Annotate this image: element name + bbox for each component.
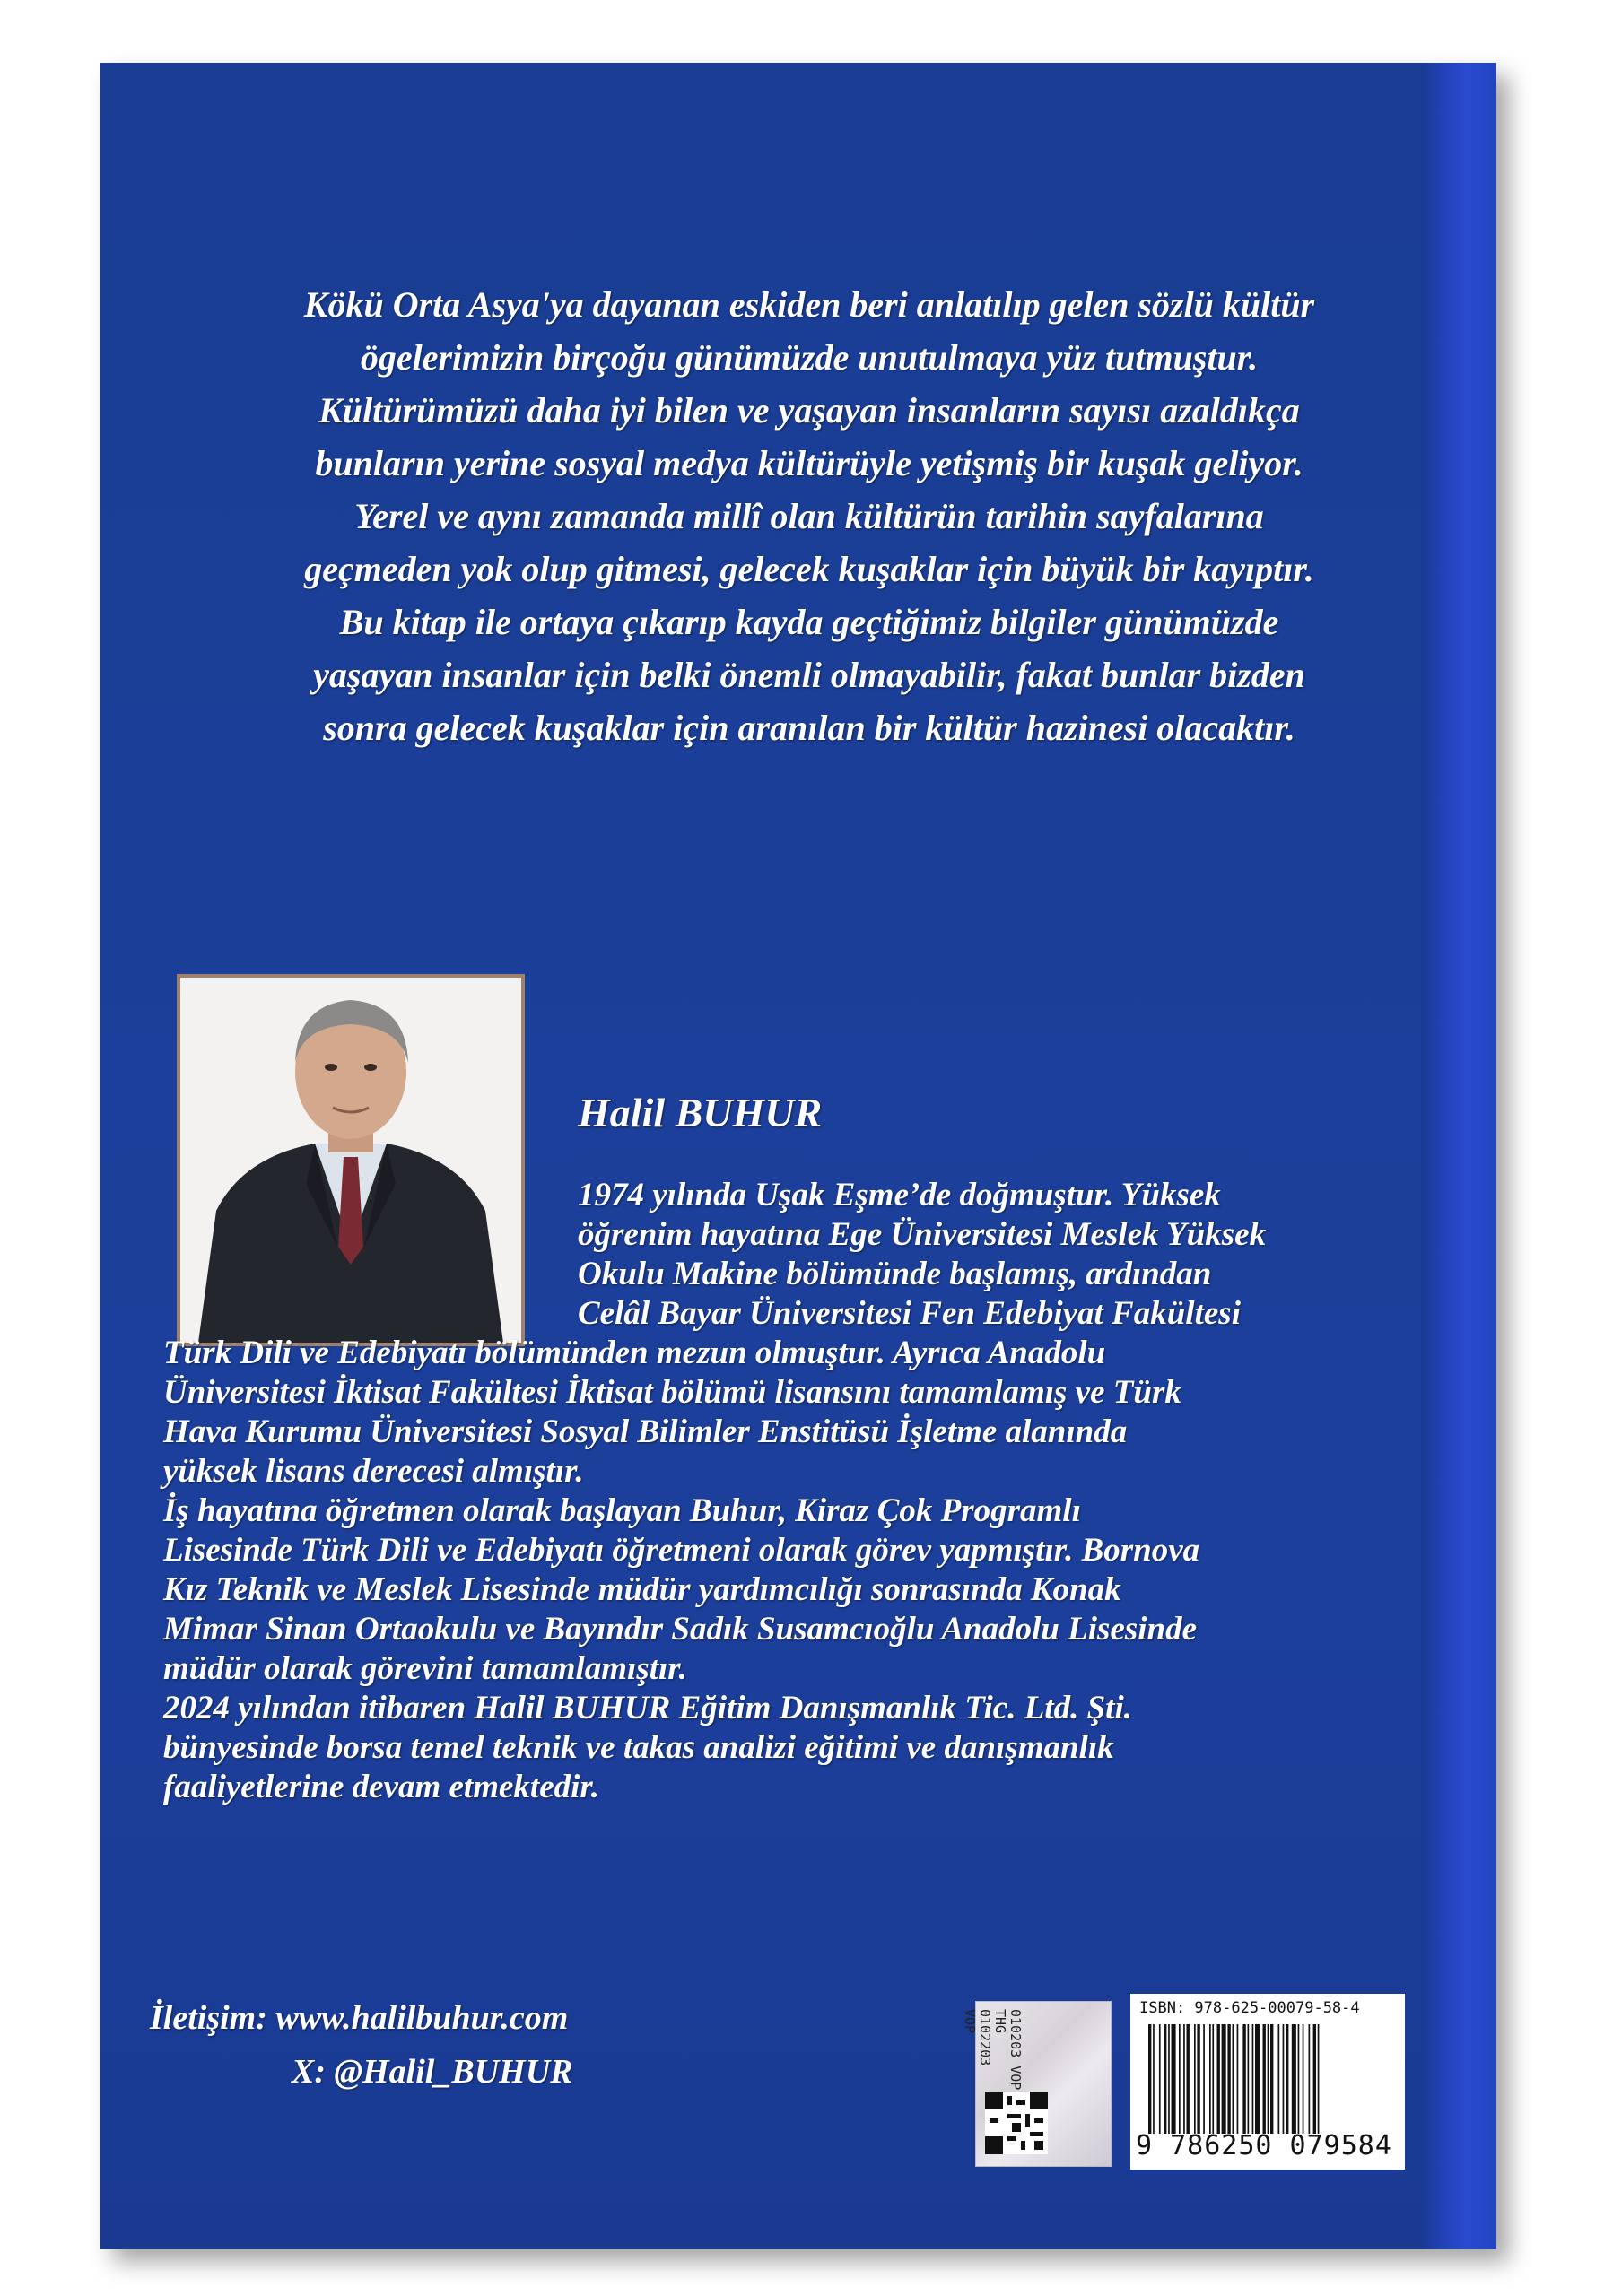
isbn-barcode: [1130, 1994, 1405, 2170]
bio-line: 1974 yılında Uşak Eşme’de doğmuştur. Yüksek: [578, 1177, 1221, 1213]
barcode-bar: [1252, 2024, 1254, 2134]
barcode-bar: [1194, 2024, 1196, 2134]
bio-line: yüksek lisans derecesi almıştır.: [163, 1453, 584, 1490]
sticker-code-line: VOP: [962, 2009, 978, 2034]
barcode-bar: [1164, 2024, 1166, 2134]
qr-code-icon: [985, 2092, 1048, 2154]
book-back-cover: [100, 63, 1496, 2249]
bio-line: öğrenim hayatına Ege Üniversitesi Meslek Yüksek: [578, 1216, 1267, 1253]
bio-line: müdür olarak görevini tamamlamıştır.: [163, 1650, 687, 1687]
barcode-bar: [1203, 2024, 1205, 2134]
barcode-bar: [1309, 2024, 1311, 2134]
blurb-line: sonra gelecek kuşaklar için aranılan bir kültür hazinesi olacaktır.: [323, 708, 1295, 748]
barcode-bar: [1172, 2024, 1176, 2134]
blurb-line: geçmeden yok olup gitmesi, gelecek kuşaklar için büyük bir kayıptır.: [304, 549, 1314, 589]
barcode-bar: [1159, 2024, 1161, 2134]
blurb-line: yaşayan insanlar için belki önemli olmayabilir, fakat bunlar bizden: [313, 655, 1305, 695]
barcode-bar: [1292, 2024, 1296, 2134]
barcode-bar: [1212, 2024, 1214, 2134]
barcode-bar: [1227, 2024, 1230, 2134]
barcode-bar: [1217, 2024, 1220, 2134]
barcode-digits: 9 786250 079584: [1136, 2130, 1392, 2161]
barcode-bar: [1197, 2024, 1199, 2134]
contact-x-handle: X: @Halil_BUHUR: [292, 2053, 573, 2091]
blurb-line: Kültürümüzü daha iyi bilen ve yaşayan insanların sayısı azaldıkça: [318, 390, 1300, 430]
barcode-bar: [1209, 2024, 1211, 2134]
author-photo: [177, 974, 525, 1346]
barcode-bar: [1255, 2024, 1260, 2134]
blurb-line: bunların yerine sosyal medya kültürüyle yetişmiş bir kuşak geliyor.: [315, 443, 1303, 483]
barcode-bar: [1313, 2024, 1316, 2134]
barcode-bar: [1148, 2024, 1151, 2134]
barcode-bar: [1303, 2024, 1304, 2134]
blurb-line: Kökü Orta Asya'ya dayanan eskiden beri anlatılıp gelen sözlü kültür: [303, 284, 1315, 325]
bio-line: Lisesinde Türk Dili ve Edebiyatı öğretmeni olarak görev yapmıştır. Bornova: [163, 1532, 1200, 1569]
sticker-code-line: 010203 VOP: [1007, 2009, 1024, 2091]
bio-line: Hava Kurumu Üniversitesi Sosyal Bilimler Enstitüsü İşletme alanında: [163, 1413, 1128, 1450]
bio-line: Celâl Bayar Üniversitesi Fen Edebiyat Fakültesi: [578, 1295, 1241, 1332]
bio-line: bünyesinde borsa temel teknik ve takas analizi eğitimi ve danışmanlık: [163, 1729, 1114, 1766]
bio-line: faaliyetlerine devam etmektedir.: [163, 1769, 600, 1805]
bio-line: Okulu Makine bölümünde başlamış, ardından: [578, 1256, 1212, 1292]
author-portrait-image: [180, 978, 521, 1343]
barcode-bar: [1283, 2024, 1285, 2134]
barcode-bar: [1318, 2024, 1320, 2134]
barcode-bar: [1263, 2024, 1266, 2134]
bio-line: Üniversitesi İktisat Fakültesi İktisat bölümü lisansını tamamlamış ve Türk: [163, 1374, 1181, 1411]
barcode-bar: [1270, 2024, 1273, 2134]
sticker-code-line: THG: [992, 2009, 1008, 2034]
sticker-code-line: 0102203: [977, 2009, 993, 2066]
bio-line: İş hayatına öğretmen olarak başlayan Buhur, Kiraz Çok Programlı: [163, 1492, 1081, 1529]
barcode-bar: [1179, 2024, 1181, 2134]
blurb-line: Yerel ve aynı zamanda millî olan kültürün tarihin sayfalarına: [354, 496, 1264, 536]
bio-line: Mimar Sinan Ortaokulu ve Bayındır Sadık Susamcıoğlu Anadolu Lisesinde: [163, 1611, 1198, 1648]
barcode-bar: [1286, 2024, 1288, 2134]
barcode-bar: [1237, 2024, 1239, 2134]
contact-website: İletişim: www.halilbuhur.com: [150, 1999, 569, 2037]
barcode-bar: [1168, 2024, 1170, 2134]
barcode-bar: [1233, 2024, 1234, 2134]
barcode-bar: [1298, 2024, 1300, 2134]
isbn-label: ISBN: 978-625-00079-58-4: [1139, 1999, 1360, 2017]
barcode-bar: [1222, 2024, 1226, 2134]
barcode-bars: [1148, 2024, 1391, 2134]
hologram-sticker: [962, 2001, 1112, 2167]
blurb-line: Bu kitap ile ortaya çıkarıp kayda geçtiğimiz bilgiler günümüzde: [339, 602, 1279, 642]
barcode-bar: [1248, 2024, 1250, 2134]
barcode-bar: [1268, 2024, 1269, 2134]
bio-line: Türk Dili ve Edebiyatı bölümünden mezun olmuştur. Ayrıca Anadolu: [163, 1335, 1106, 1371]
barcode-bar: [1278, 2024, 1280, 2134]
blurb-line: ögelerimizin birçoğu günümüzde unutulmaya yüz tutmuştur.: [360, 337, 1259, 378]
barcode-bar: [1153, 2024, 1155, 2134]
author-name: Halil BUHUR: [578, 1090, 823, 1135]
barcode-bar: [1183, 2024, 1185, 2134]
barcode-bar: [1187, 2024, 1190, 2134]
blurb-text: [163, 278, 1455, 754]
barcode-bar: [1242, 2024, 1245, 2134]
bio-line: 2024 yılından itibaren Halil BUHUR Eğitim Danışmanlık Tic. Ltd. Şti.: [163, 1690, 1132, 1726]
bio-line: Kız Teknik ve Meslek Lisesinde müdür yardımcılığı sonrasında Konak: [163, 1571, 1121, 1608]
